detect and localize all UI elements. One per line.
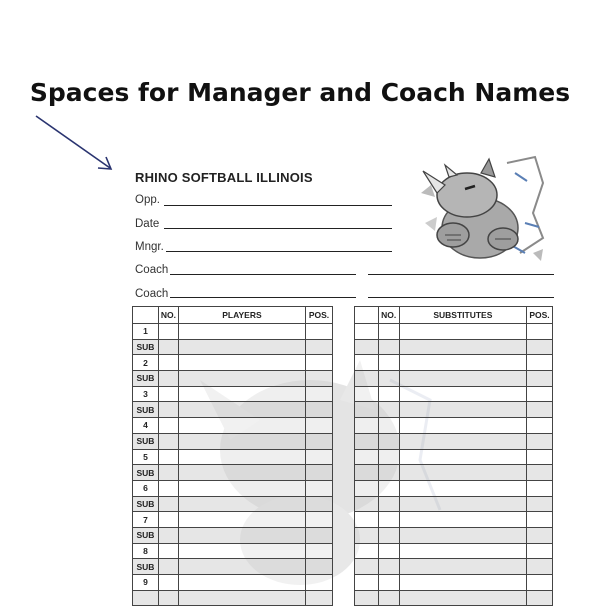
- row-label: SUB: [133, 433, 159, 449]
- number-cell[interactable]: [158, 480, 178, 496]
- number-cell[interactable]: [378, 355, 399, 371]
- row-label: SUB: [133, 402, 159, 418]
- subs-header-substitutes: SUBSTITUTES: [399, 307, 526, 324]
- substitute-cell[interactable]: [399, 371, 526, 387]
- sub-row-cell: [355, 355, 379, 371]
- number-cell[interactable]: [378, 575, 399, 591]
- player-cell[interactable]: [178, 480, 305, 496]
- number-cell[interactable]: [158, 418, 178, 434]
- number-cell[interactable]: [378, 480, 399, 496]
- position-cell[interactable]: [306, 559, 333, 575]
- substitute-cell[interactable]: [399, 433, 526, 449]
- substitute-cell[interactable]: [399, 512, 526, 528]
- substitute-cell[interactable]: [399, 386, 526, 402]
- position-cell[interactable]: [527, 496, 553, 512]
- position-cell[interactable]: [527, 590, 553, 606]
- position-cell[interactable]: [527, 355, 553, 371]
- position-cell[interactable]: [306, 418, 333, 434]
- opp-line[interactable]: [164, 205, 392, 206]
- number-cell[interactable]: [378, 465, 399, 481]
- number-cell[interactable]: [158, 433, 178, 449]
- players-header-no: NO.: [158, 307, 178, 324]
- player-cell[interactable]: [178, 418, 305, 434]
- substitute-cell[interactable]: [399, 402, 526, 418]
- substitutes-table: [354, 306, 553, 606]
- position-cell[interactable]: [527, 371, 553, 387]
- player-cell[interactable]: [178, 386, 305, 402]
- sub-row-cell: [355, 386, 379, 402]
- player-cell[interactable]: [178, 324, 305, 340]
- position-cell[interactable]: [306, 339, 333, 355]
- rhino-mascot-icon: [415, 153, 550, 268]
- number-cell[interactable]: [378, 418, 399, 434]
- sub-row-cell: [355, 527, 379, 543]
- number-cell[interactable]: [378, 371, 399, 387]
- number-cell[interactable]: [158, 355, 178, 371]
- sub-row-cell: [355, 543, 379, 559]
- position-cell[interactable]: [527, 543, 553, 559]
- position-cell[interactable]: [527, 512, 553, 528]
- position-cell[interactable]: [527, 433, 553, 449]
- position-cell[interactable]: [527, 480, 553, 496]
- row-label: [133, 590, 159, 606]
- position-cell[interactable]: [527, 559, 553, 575]
- player-cell[interactable]: [178, 512, 305, 528]
- number-cell[interactable]: [158, 386, 178, 402]
- substitute-cell[interactable]: [399, 355, 526, 371]
- row-label: 4: [133, 418, 159, 434]
- players-header-players: PLAYERS: [178, 307, 305, 324]
- number-cell[interactable]: [378, 543, 399, 559]
- player-cell[interactable]: [178, 449, 305, 465]
- substitute-cell[interactable]: [399, 339, 526, 355]
- number-cell[interactable]: [378, 590, 399, 606]
- number-cell[interactable]: [158, 402, 178, 418]
- player-cell[interactable]: [178, 355, 305, 371]
- row-label: SUB: [133, 527, 159, 543]
- position-cell[interactable]: [527, 465, 553, 481]
- substitute-cell[interactable]: [399, 559, 526, 575]
- player-cell[interactable]: [178, 559, 305, 575]
- row-label: 5: [133, 449, 159, 465]
- row-label: 9: [133, 575, 159, 591]
- sub-row-cell: [355, 559, 379, 575]
- row-label: 3: [133, 386, 159, 402]
- number-cell[interactable]: [378, 559, 399, 575]
- substitute-cell[interactable]: [399, 480, 526, 496]
- number-cell[interactable]: [158, 575, 178, 591]
- sub-row-cell: [355, 465, 379, 481]
- position-cell[interactable]: [527, 575, 553, 591]
- player-cell[interactable]: [178, 433, 305, 449]
- number-cell[interactable]: [158, 449, 178, 465]
- substitute-cell[interactable]: [399, 465, 526, 481]
- sub-row-cell: [355, 433, 379, 449]
- number-cell[interactable]: [378, 433, 399, 449]
- position-cell[interactable]: [306, 512, 333, 528]
- opp-label: Opp.: [135, 194, 160, 206]
- row-label: SUB: [133, 465, 159, 481]
- players-header-blank: [133, 307, 159, 324]
- number-cell[interactable]: [158, 590, 178, 606]
- number-cell[interactable]: [158, 324, 178, 340]
- substitute-cell[interactable]: [399, 543, 526, 559]
- substitute-cell[interactable]: [399, 590, 526, 606]
- position-cell[interactable]: [306, 371, 333, 387]
- player-cell[interactable]: [178, 575, 305, 591]
- row-label: SUB: [133, 371, 159, 387]
- position-cell[interactable]: [306, 527, 333, 543]
- number-cell[interactable]: [158, 339, 178, 355]
- coach-line-1a[interactable]: [170, 274, 356, 275]
- position-cell[interactable]: [306, 449, 333, 465]
- row-label: 8: [133, 543, 159, 559]
- number-cell[interactable]: [378, 527, 399, 543]
- sub-row-cell: [355, 324, 379, 340]
- position-cell[interactable]: [306, 386, 333, 402]
- coach-line-1b[interactable]: [368, 274, 554, 275]
- row-label: 1: [133, 324, 159, 340]
- sub-row-cell: [355, 418, 379, 434]
- number-cell[interactable]: [158, 543, 178, 559]
- team-name: RHINO SOFTBALL ILLINOIS: [135, 170, 313, 185]
- position-cell[interactable]: [306, 433, 333, 449]
- position-cell[interactable]: [306, 543, 333, 559]
- player-cell[interactable]: [178, 339, 305, 355]
- position-cell[interactable]: [306, 355, 333, 371]
- row-label: SUB: [133, 496, 159, 512]
- position-cell[interactable]: [306, 590, 333, 606]
- manager-line[interactable]: [166, 251, 392, 252]
- substitute-cell[interactable]: [399, 324, 526, 340]
- player-cell[interactable]: [178, 527, 305, 543]
- position-cell[interactable]: [306, 402, 333, 418]
- position-cell[interactable]: [527, 402, 553, 418]
- number-cell[interactable]: [378, 386, 399, 402]
- substitute-cell[interactable]: [399, 527, 526, 543]
- row-label: SUB: [133, 339, 159, 355]
- sub-row-cell: [355, 371, 379, 387]
- position-cell[interactable]: [527, 449, 553, 465]
- date-label: Date: [135, 218, 160, 230]
- subs-header-no: NO.: [378, 307, 399, 324]
- sub-row-cell: [355, 590, 379, 606]
- position-cell[interactable]: [527, 339, 553, 355]
- manager-label: Mngr.: [135, 241, 164, 253]
- number-cell[interactable]: [378, 324, 399, 340]
- player-cell[interactable]: [178, 496, 305, 512]
- row-label: 6: [133, 480, 159, 496]
- substitute-cell[interactable]: [399, 418, 526, 434]
- number-cell[interactable]: [378, 496, 399, 512]
- number-cell[interactable]: [378, 512, 399, 528]
- subs-header-pos: POS.: [527, 307, 553, 324]
- date-line[interactable]: [164, 228, 392, 229]
- number-cell[interactable]: [158, 527, 178, 543]
- sub-row-cell: [355, 339, 379, 355]
- sub-row-cell: [355, 512, 379, 528]
- players-header-pos: POS.: [306, 307, 333, 324]
- players-table: [132, 306, 333, 606]
- row-label: 2: [133, 355, 159, 371]
- number-cell[interactable]: [378, 449, 399, 465]
- sub-row-cell: [355, 480, 379, 496]
- sub-row-cell: [355, 402, 379, 418]
- position-cell[interactable]: [527, 527, 553, 543]
- row-label: SUB: [133, 559, 159, 575]
- position-cell[interactable]: [527, 418, 553, 434]
- subs-header-blank: [355, 307, 379, 324]
- player-cell[interactable]: [178, 590, 305, 606]
- row-label: 7: [133, 512, 159, 528]
- coach-label-1: Coach: [135, 264, 169, 276]
- player-cell[interactable]: [178, 543, 305, 559]
- number-cell[interactable]: [158, 559, 178, 575]
- sub-row-cell: [355, 575, 379, 591]
- number-cell[interactable]: [158, 512, 178, 528]
- position-cell[interactable]: [306, 465, 333, 481]
- coach-line-2a[interactable]: [170, 297, 356, 298]
- coach-line-2b[interactable]: [368, 297, 554, 298]
- position-cell[interactable]: [527, 324, 553, 340]
- position-cell[interactable]: [306, 575, 333, 591]
- substitute-cell[interactable]: [399, 449, 526, 465]
- number-cell[interactable]: [158, 496, 178, 512]
- position-cell[interactable]: [306, 496, 333, 512]
- substitute-cell[interactable]: [399, 496, 526, 512]
- sub-row-cell: [355, 449, 379, 465]
- substitute-cell[interactable]: [399, 575, 526, 591]
- number-cell[interactable]: [378, 402, 399, 418]
- position-cell[interactable]: [527, 386, 553, 402]
- coach-label-2: Coach: [135, 288, 169, 300]
- number-cell[interactable]: [158, 371, 178, 387]
- number-cell[interactable]: [158, 465, 178, 481]
- number-cell[interactable]: [378, 339, 399, 355]
- headline: Spaces for Manager and Coach Names: [29, 78, 571, 107]
- player-cell[interactable]: [178, 371, 305, 387]
- player-cell[interactable]: [178, 465, 305, 481]
- sub-row-cell: [355, 496, 379, 512]
- player-cell[interactable]: [178, 402, 305, 418]
- position-cell[interactable]: [306, 480, 333, 496]
- position-cell[interactable]: [306, 324, 333, 340]
